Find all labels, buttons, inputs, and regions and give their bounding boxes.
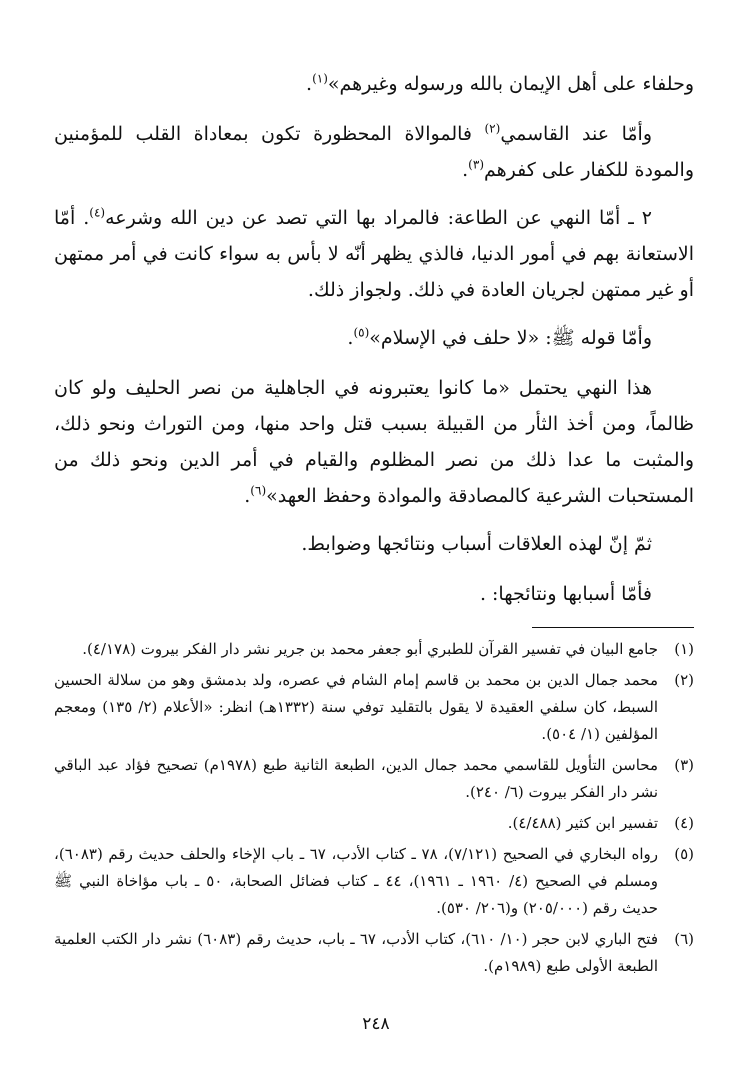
paragraph-7: فأمّا أسبابها ونتائجها: . bbox=[479, 583, 652, 605]
footnote-text: محمد جمال الدين بن محمد بن قاسم إمام الشام في عصره، ولد بدمشق وهو من سلالة الحسين السبط، كان سلفي العقيدة لا يقول بالتقليد توفي سنة (١٣٣٢هـ) انظر: «الأعلام (٢/ ١٣٥) ومعجم المؤلفين (١/ ٥٠٤). bbox=[54, 671, 658, 743]
main-text bbox=[54, 66, 694, 626]
footnotes bbox=[54, 636, 694, 984]
footnote-item bbox=[54, 667, 694, 748]
footnote-ref-2[interactable]: (٢) bbox=[484, 121, 501, 136]
paragraph-1: وحلفاء على أهل الإيمان بالله ورسوله وغيرهم»$^{(١)}$. bbox=[306, 71, 694, 95]
paragraph-6: ثمّ إنّ لهذه العلاقات أسباب ونتائجها وضوابط. bbox=[301, 533, 652, 555]
paragraph-3: ٢ ـ أمّا النهي عن الطاعة: فالمراد بها التي تصد عن دين الله وشرعه$^{(٤)}$. أمّا الاستعانة بهم في أمور الدنيا، فالذي يظهر أنّه لا بأس به سواء كانت في أمر ممتهن أو غير ممتهن لجريان العادة في ذلك. ولجواز ذلك. bbox=[54, 205, 694, 301]
footnote-number: (٤) bbox=[674, 814, 694, 832]
footnote-text: تفسير ابن كثير (٤/٤٨٨). bbox=[507, 814, 658, 832]
footnote-number: (١) bbox=[674, 640, 694, 658]
footnote-item bbox=[54, 841, 694, 922]
footnote-separator bbox=[532, 627, 694, 628]
paragraph-4: وأمّا قوله ﷺ: «لا حلف في الإسلام»$^{(٥)}$. bbox=[347, 325, 652, 349]
footnote-item bbox=[54, 810, 694, 837]
footnote-ref-1[interactable]: (١) bbox=[312, 71, 328, 86]
footnote-text: محاسن التأويل للقاسمي محمد جمال الدين، الطبعة الثانية طبع (١٩٧٨م) تصحيح فؤاد عبد الباقي نشر دار الفكر بيروت (٦/ ٢٤٠). bbox=[54, 756, 658, 801]
footnote-ref-3[interactable]: (٣) bbox=[468, 157, 484, 172]
footnote-ref-6[interactable]: (٦) bbox=[250, 483, 267, 498]
footnote-ref-4[interactable]: (٤) bbox=[89, 205, 106, 220]
paragraph-5: هذا النهي يحتمل «ما كانوا يعتبرونه في الجاهلية من نصر الحليف ولو كان ظالماً، ومن أخذ الثأر من القبيلة بسبب قتل واحد منها، ومن التوراث ونحو ذلك، والمثبت ما عدا ذلك من نصر المظلوم والقيام في أمر الدين ونحو ذلك من المستحبات الشرعية كالمصادقة والموادة وحفظ العهد»$^{(٦)}$. bbox=[54, 377, 694, 507]
footnote-item bbox=[54, 926, 694, 980]
page-number: ٢٤٨ bbox=[362, 1014, 390, 1034]
footnote-item bbox=[54, 752, 694, 806]
footnote-text: جامع البيان في تفسير القرآن للطبري أبو جعفر محمد بن جرير نشر دار الفكر بيروت (٤/١٧٨). bbox=[82, 640, 658, 658]
footnote-number: (٢) bbox=[674, 671, 694, 689]
footnote-number: (٣) bbox=[674, 756, 694, 774]
footnote-number: (٦) bbox=[674, 930, 694, 948]
footnote-text: فتح الباري لابن حجر (١٠/ ٦١٠)، كتاب الأدب، ٦٧ ـ باب، حديث رقم (٦٠٨٣) نشر دار الكتب العلمية الطبعة الأولى طبع (١٩٨٩م). bbox=[54, 930, 658, 975]
footnote-item bbox=[54, 636, 694, 663]
paragraph-2: وأمّا عند القاسمي$^{(٢)}$ فالموالاة المحظورة تكون بمعاداة القلب للمؤمنين والمودة للكفار على كفرهم$^{(٣)}$. bbox=[54, 121, 694, 181]
footnote-number: (٥) bbox=[674, 845, 694, 863]
footnote-text: رواه البخاري في الصحيح (٧/١٢١)، ٧٨ ـ كتاب الأدب، ٦٧ ـ باب الإخاء والحلف حديث رقم (٦٠٨٣)، ومسلم في الصحيح (٤/ ١٩٦٠ ـ ١٩٦١)، ٤٤ ـ كتاب فضائل الصحابة، ٥٠ ـ باب مؤاخاة النبي ﷺ حديث رقم (٢٠٥/٠٠٠) و(٢٠٦/ ٥٣٠). bbox=[54, 845, 659, 917]
footnote-ref-5[interactable]: (٥) bbox=[353, 325, 370, 340]
